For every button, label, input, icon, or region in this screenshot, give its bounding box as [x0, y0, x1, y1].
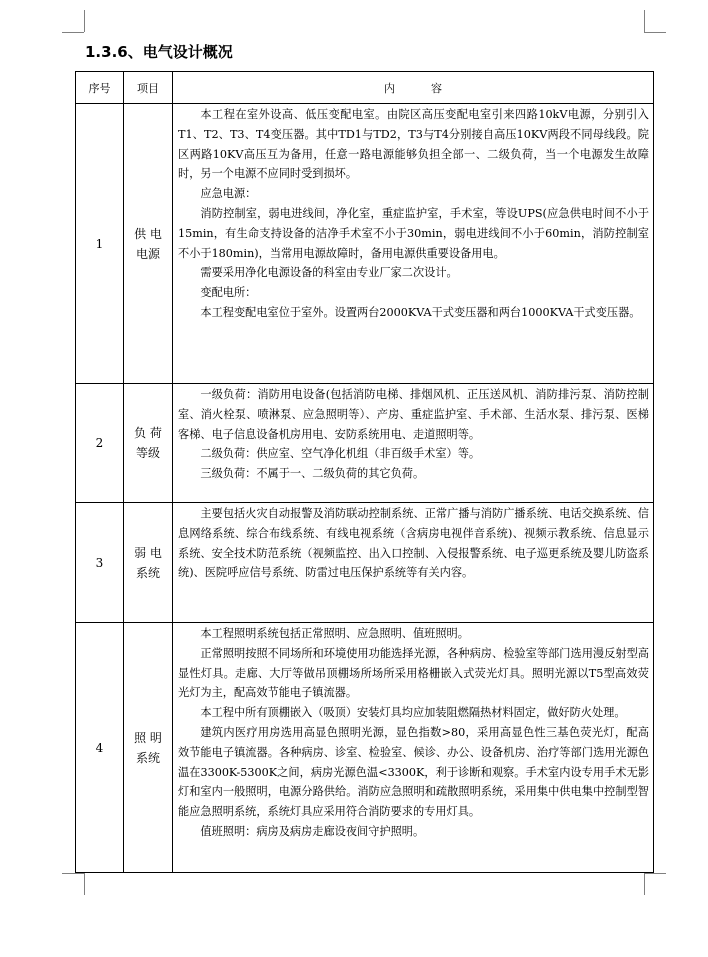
- electrical-overview-table: [75, 71, 654, 873]
- row-item-line: 弱 电: [134, 545, 162, 560]
- table-row: [76, 623, 654, 873]
- row-no: 3: [76, 503, 124, 623]
- header-no: 序号: [76, 72, 124, 104]
- row-no: 1: [76, 104, 124, 384]
- row-item-line: 电源: [135, 246, 160, 261]
- header-content-char: 容: [431, 81, 442, 95]
- content-paragraph: 本工程在室外设高、低压变配电室。由院区高压变配电室引来四路10kV电源，分别引入T1、T2、T3、T4变压器。其中TD1与TD2，T3与T4分别接自高压10KV两段不同母线段。院区两路10KV高压互为备用，任意一路电源能够负担全部一、二级负荷，当一个电源发生故障时，另一个电源不应同时受到损坏。: [178, 108, 649, 181]
- row-content: [173, 384, 654, 503]
- crop-mark: [644, 32, 666, 33]
- row-content: [173, 503, 654, 623]
- crop-mark: [644, 873, 666, 874]
- table-row: [76, 503, 654, 623]
- row-item: [124, 384, 173, 503]
- content-paragraph: 本工程中所有顶棚嵌入（吸顶）安装灯具均应加装阻燃隔热材料固定，做好防火处理。: [200, 706, 626, 720]
- row-no: 2: [76, 384, 124, 503]
- content-paragraph: 变配电所：: [200, 286, 257, 300]
- table-header-row: [76, 72, 654, 104]
- table-row: [76, 384, 654, 503]
- row-no: 4: [76, 623, 124, 873]
- content-paragraph: 建筑内医疗用房选用高显色照明光源，显色指数>80，采用高显色性三基色荧光灯，配高效节能电子镇流器。各种病房、诊室、检验室、候诊、办公、设备机房、治疗等部门选用光源色温在3300K-5300K之间，病房光源色温<3300K，利于诊断和观察。手术室内设专用手术无影灯和室内一般照明，电源分路供给。消防应急照明和疏散照明系统，采用集中供电集中控制型智能应急照明系统，系统灯具应采用符合消防要求的专用灯具。: [178, 725, 649, 819]
- table-row: [76, 104, 654, 384]
- row-content: [173, 104, 654, 384]
- crop-mark: [84, 10, 85, 32]
- header-content: [173, 72, 654, 104]
- crop-mark: [644, 873, 645, 895]
- crop-mark: [644, 10, 645, 32]
- header-item: 项目: [124, 72, 173, 104]
- content-paragraph: 本工程变配电室位于室外。设置两台2000KVA干式变压器和两台1000KVA干式变压器。: [200, 305, 641, 319]
- crop-mark: [62, 32, 84, 33]
- row-item-line: 系统: [135, 750, 160, 765]
- content-paragraph: 需要采用净化电源设备的科室由专业厂家二次设计。: [200, 266, 458, 280]
- content-paragraph: 消防控制室，弱电进线间，净化室，重症监护室，手术室，等设UPS(应急供电时间不小于15min，有生命支持设备的洁净手术室不小于30min，弱电进线间不小于60min，消防控制室不小于180min)，当常用电源故障时，备用电源供重要设备用电。: [178, 206, 649, 260]
- content-paragraph: 正常照明按照不同场所和环境使用功能选择光源，各种病房、检验室等部门选用漫反射型高显性灯具。走廊、大厅等做吊顶棚场所场所采用格栅嵌入式荧光灯具。照明光源以T5型高效荧光灯为主，配高效节能电子镇流器。: [178, 646, 649, 700]
- row-item: [124, 503, 173, 623]
- row-item-line: 负 荷: [134, 426, 162, 440]
- content-paragraph: 值班照明：病房及病房走廊设夜间守护照明。: [200, 824, 425, 838]
- content-paragraph: 三级负荷：不属于一、二级负荷的其它负荷。: [200, 467, 425, 481]
- row-item-line: 照 明: [134, 730, 162, 745]
- row-item-line: 等级: [135, 446, 160, 460]
- row-item-line: 供 电: [134, 226, 162, 241]
- section-title: 1.3.6、电气设计概况: [85, 43, 233, 61]
- crop-mark: [84, 873, 85, 895]
- content-paragraph: 二级负荷：供应室、空气净化机组（非百级手术室）等。: [200, 447, 481, 461]
- row-item: [124, 623, 173, 873]
- crop-mark: [62, 873, 84, 874]
- row-content: [173, 623, 654, 873]
- content-paragraph: 本工程照明系统包括正常照明、应急照明、值班照明。: [200, 627, 469, 640]
- content-paragraph: 一级负荷：消防用电设备(包括消防电梯、排烟风机、正压送风机、消防排污泵、消防控制室、消火栓泵、喷淋泵、应急照明等）、产房、重症监护室、手术部、生活水泵、排污泵、医梯客梯、电子信息设备机房用电、安防系统用电、走道照明等。: [178, 388, 649, 441]
- header-content-char: 内: [384, 81, 395, 95]
- content-paragraph: 应急电源：: [200, 187, 257, 201]
- content-paragraph: 主要包括火灾自动报警及消防联动控制系统、正常广播与消防广播系统、电话交换系统、信息网络系统、综合布线系统、有线电视系统（含病房电视伴音系统)、视频示教系统、信息显示系统、安全技术防范系统（视频监控、出入口控制、入侵报警系统、电子巡更系统及婴儿防盗系统)、医院呼应信号系统、防雷过电压保护系统等有关内容。: [178, 507, 649, 580]
- row-item-line: 系统: [135, 565, 160, 580]
- row-item: [124, 104, 173, 384]
